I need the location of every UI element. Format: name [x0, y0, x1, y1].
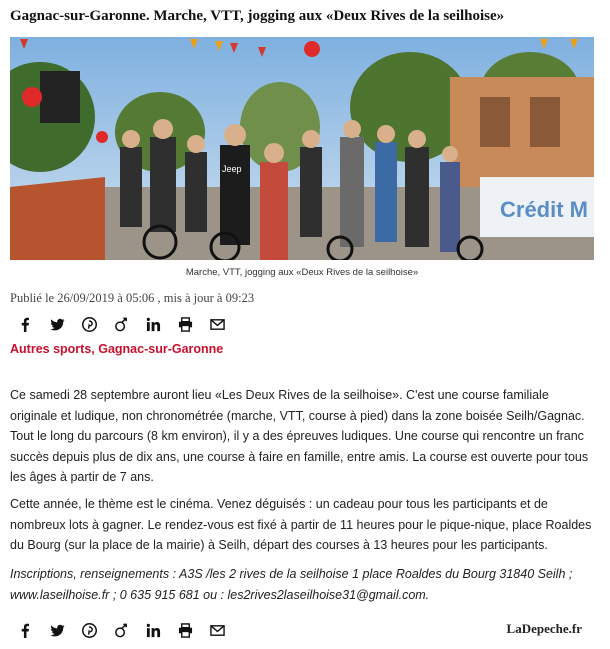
facebook-icon[interactable]	[18, 620, 50, 640]
email-icon[interactable]	[210, 620, 242, 640]
print-icon[interactable]	[178, 620, 210, 640]
category-links	[10, 342, 223, 356]
article-photo	[10, 37, 594, 260]
share-bar-top	[18, 314, 242, 334]
banner-text: Crédit M	[500, 197, 588, 222]
article-title: Gagnac-sur-Garonne. Marche, VTT, jogging aux «Deux Rives de la seilhoise»	[10, 8, 505, 24]
flipboard-icon[interactable]	[114, 620, 146, 640]
category-link-autres-sports[interactable]: Autres sports	[10, 342, 92, 356]
facebook-icon[interactable]	[18, 314, 50, 334]
linkedin-icon[interactable]	[146, 314, 178, 334]
brand-logo[interactable]: LaDepeche.fr	[506, 621, 582, 636]
shirt-text: Jeep	[222, 164, 242, 174]
publish-date: Publié le 26/09/2019 à 05:06 , mis à jour à 09:23	[10, 291, 255, 305]
article-info: Inscriptions, renseignements : A3S /les 2 rives de la seilhoise 1 place Roaldes du Bourg 31840 Seilh ; www.laseilhoise.fr ; 0 635 915 681 ou : les2rives2laseilhoise31@gmail.com.	[10, 567, 573, 602]
linkedin-icon[interactable]	[146, 620, 178, 640]
twitter-icon[interactable]	[50, 314, 82, 334]
photo-caption: Marche, VTT, jogging aux «Deux Rives de la seilhoise»	[185, 267, 419, 278]
event-photo-illustration	[10, 37, 594, 260]
email-icon[interactable]	[210, 314, 242, 334]
pinterest-icon[interactable]	[82, 314, 114, 334]
category-link-gagnac[interactable]: Gagnac-sur-Garonne	[98, 342, 224, 356]
pinterest-icon[interactable]	[82, 620, 114, 640]
flipboard-icon[interactable]	[114, 314, 146, 334]
category-separator: ,	[91, 342, 99, 356]
twitter-icon[interactable]	[50, 620, 82, 640]
article-paragraph-2: Cette année, le thème est le cinéma. Venez déguisés : un cadeau pour tous les participants et de nombreux lots à gagner. Le rendez-vous est fixé à partir de 11 heures pour le pique-nique, place Roaldes du Bourg (sur la place de la mairie) à Seilh, départ des courses à 13 heures pour les participants.	[10, 497, 592, 552]
article-paragraph-1: Ce samedi 28 septembre auront lieu «Les Deux Rives de la seilhoise». C'est une course familiale originale et ludique, non chronométrée (marche, VTT, course à pied) dans la zone boisée Seilh/Gagnac. Tout le long du parcours (8 km environ), il y a des épreuves ludiques. Une course qui rencontre un franc succès depuis plus de dix ans, une course à faire en famille, entre amis. La course est ouverte pour tous les âges à partir de 7 ans.	[10, 388, 589, 484]
print-icon[interactable]	[178, 314, 210, 334]
share-bar-bottom	[18, 620, 242, 640]
